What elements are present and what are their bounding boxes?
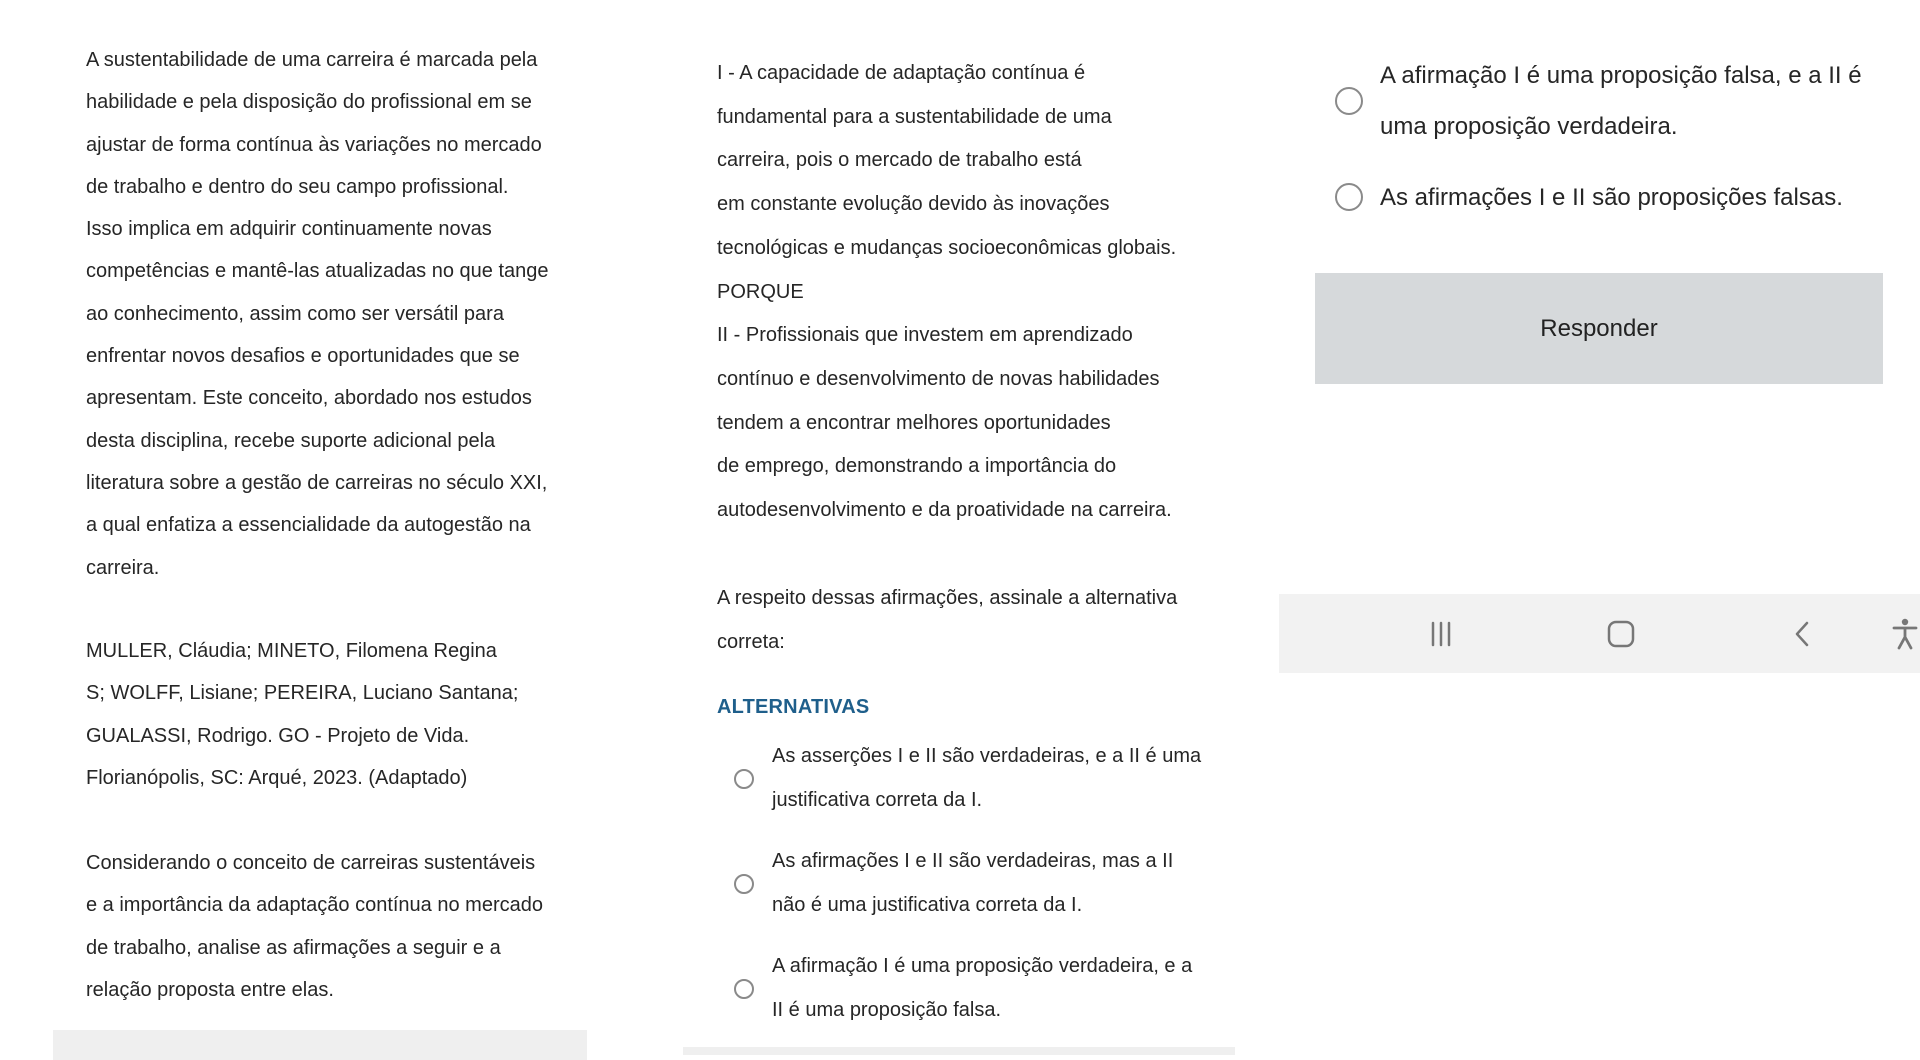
option-label bbox=[772, 735, 1232, 822]
radio-button[interactable] bbox=[1335, 87, 1363, 115]
option-label bbox=[772, 840, 1232, 927]
context-line: carreira. bbox=[86, 556, 160, 579]
context-line: a qual enfatiza a essencialidade da autogestão na bbox=[86, 514, 531, 537]
home-icon[interactable] bbox=[1601, 614, 1641, 654]
option-line: II é uma proposição falsa. bbox=[772, 998, 1002, 1021]
statement-line: contínuo e desenvolvimento de novas habilidades bbox=[717, 367, 1160, 390]
reference-line: Florianópolis, SC: Arqué, 2023. (Adaptado) bbox=[86, 766, 468, 789]
reference-line: MULLER, Cláudia; MINETO, Filomena Regina bbox=[86, 640, 497, 662]
option-line: As afirmações I e II são verdadeiras, mas a II bbox=[772, 850, 1174, 872]
instruction-line: de trabalho, analise as afirmações a seguir e a bbox=[86, 936, 501, 959]
option-e[interactable] bbox=[1315, 172, 1915, 223]
statement-line: carreira, pois o mercado de trabalho está bbox=[717, 149, 1082, 172]
context-line: habilidade e pela disposição do profissional em se bbox=[86, 91, 532, 114]
option-line: As asserções I e II são verdadeiras, e a II é uma bbox=[772, 745, 1202, 767]
radio-button[interactable] bbox=[734, 769, 754, 789]
option-line: As afirmações I e II são proposições falsas. bbox=[1380, 184, 1843, 211]
question-line: A respeito dessas afirmações, assinale a alternativa bbox=[717, 587, 1178, 609]
context-line: enfrentar novos desafios e oportunidades que se bbox=[86, 345, 520, 368]
question-line: correta: bbox=[717, 630, 785, 653]
back-icon[interactable] bbox=[1782, 614, 1822, 654]
alternatives-heading: ALTERNATIVAS bbox=[717, 696, 870, 718]
option-c[interactable] bbox=[717, 945, 1237, 1033]
context-line: A sustentabilidade de uma carreira é marcada pela bbox=[86, 49, 538, 71]
bottom-bar-fragment bbox=[53, 1030, 587, 1060]
option-label bbox=[1380, 172, 1920, 223]
reference-line: GUALASSI, Rodrigo. GO - Projeto de Vida. bbox=[86, 724, 470, 747]
instruction-line: relação proposta entre elas. bbox=[86, 978, 334, 1001]
context-line: competências e mantê-las atualizadas no que tange bbox=[86, 260, 549, 283]
accessibility-icon[interactable] bbox=[1885, 614, 1920, 654]
statements-block bbox=[717, 52, 1237, 533]
statement-line: em constante evolução devido às inovações bbox=[717, 193, 1110, 216]
bottom-bar-fragment bbox=[683, 1047, 1235, 1055]
context-line: ao conhecimento, assim como ser versátil para bbox=[86, 302, 504, 325]
context-line: apresentam. Este conceito, abordado nos estudos bbox=[86, 387, 532, 410]
radio-button[interactable] bbox=[734, 874, 754, 894]
statement-line: de emprego, demonstrando a importância do bbox=[717, 455, 1117, 478]
option-line: uma proposição verdadeira. bbox=[1380, 113, 1678, 140]
statement-line: fundamental para a sustentabilidade de uma bbox=[717, 105, 1112, 128]
statement-line: PORQUE bbox=[717, 280, 804, 303]
option-label bbox=[1380, 50, 1920, 152]
recent-apps-icon[interactable] bbox=[1421, 614, 1461, 654]
question-prompt bbox=[717, 577, 1237, 664]
system-navigation-bar bbox=[1279, 594, 1920, 673]
option-b[interactable] bbox=[717, 840, 1237, 928]
context-line: de trabalho e dentro do seu campo profissional. bbox=[86, 175, 509, 198]
option-line: justificativa correta da I. bbox=[772, 788, 983, 811]
instruction-line: e a importância da adaptação contínua no mercado bbox=[86, 894, 543, 917]
option-line: não é uma justificativa correta da I. bbox=[772, 893, 1083, 916]
respond-button[interactable]: Responder bbox=[1315, 273, 1883, 384]
option-label bbox=[772, 945, 1232, 1032]
statement-line: II - Profissionais que investem em aprendizado bbox=[717, 324, 1133, 347]
statement-line: I - A capacidade de adaptação contínua é bbox=[717, 62, 1086, 84]
reference-citation bbox=[86, 630, 586, 799]
option-line: A afirmação I é uma proposição verdadeira, e a bbox=[772, 955, 1193, 977]
reference-line: S; WOLFF, Lisiane; PEREIRA, Luciano Santana; bbox=[86, 682, 519, 705]
statement-line: autodesenvolvimento e da proatividade na carreira. bbox=[717, 499, 1172, 522]
radio-button[interactable] bbox=[734, 979, 754, 999]
context-line: desta disciplina, recebe suporte adicional pela bbox=[86, 429, 496, 452]
context-line: Isso implica em adquirir continuamente novas bbox=[86, 218, 492, 241]
radio-button[interactable] bbox=[1335, 183, 1363, 211]
instruction-line: Considerando o conceito de carreiras sustentáveis bbox=[86, 852, 536, 874]
option-line: A afirmação I é uma proposição falsa, e a II é bbox=[1380, 62, 1862, 89]
context-paragraph bbox=[86, 39, 586, 589]
context-line: literatura sobre a gestão de carreiras no século XXI, bbox=[86, 471, 548, 494]
statement-line: tendem a encontrar melhores oportunidades bbox=[717, 411, 1111, 434]
statement-line: tecnológicas e mudanças socioeconômicas globais. bbox=[717, 236, 1177, 259]
instruction-paragraph bbox=[86, 842, 586, 1011]
option-d[interactable] bbox=[1315, 50, 1915, 152]
option-a[interactable] bbox=[717, 735, 1237, 823]
context-line: ajustar de forma contínua às variações no mercado bbox=[86, 133, 542, 156]
